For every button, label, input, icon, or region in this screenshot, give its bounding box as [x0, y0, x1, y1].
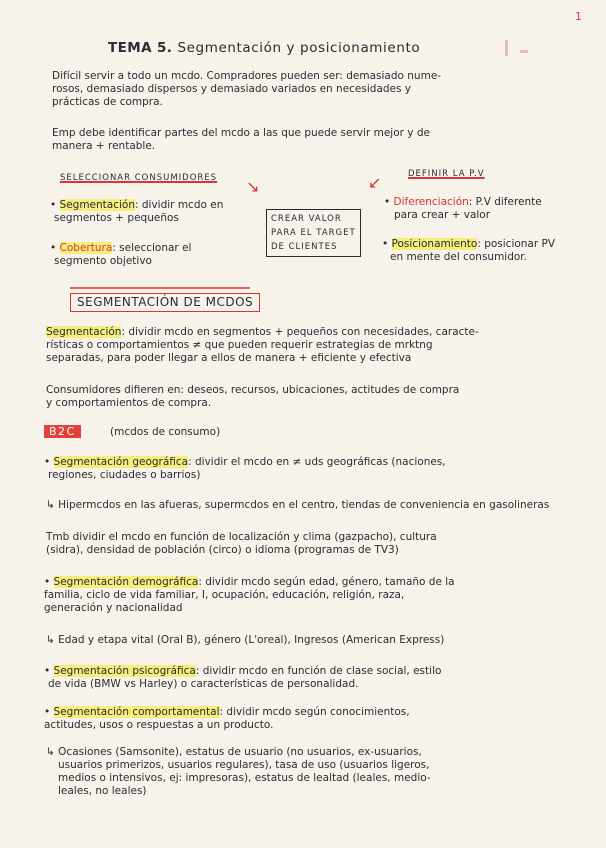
tmb-paragraph — [46, 531, 437, 557]
box-line: DE CLIENTES — [271, 242, 338, 252]
arrow-icon: ↳ — [46, 499, 55, 511]
term-highlight: Segmentación — [46, 326, 122, 338]
decorative-mark — [520, 50, 528, 53]
arrow-icon: ↳ — [46, 746, 55, 758]
demographic-example — [46, 634, 444, 647]
right-header: DEFINIR LA P.V — [408, 169, 485, 179]
text-line: medios o intensivos, ej: impresoras), estatus de lealtad (leales, medio- — [58, 772, 431, 784]
demographic-segmentation: • Segmentación demográfica: dividir mcdo según edad, género, tamaño de la familia, ciclo de vida familiar, I, ocupación, educación, religión, raza, generación y nacionalidad — [44, 576, 455, 614]
term-highlight: Segmentación comportamental — [53, 706, 220, 718]
page-number: 1 — [575, 10, 582, 23]
arrow-icon: ↳ — [46, 634, 55, 646]
section-title: SEGMENTACIÓN DE MCDOS — [70, 293, 260, 312]
text-line: de vida (BMW vs Harley) o características de personalidad. — [48, 678, 359, 690]
text-line: Ocasiones (Samsonite), estatus de usuario (no usuarios, ex-usuarios, — [58, 746, 422, 758]
intro-paragraph — [52, 70, 441, 109]
text-line: separadas, para poder llegar a ellos de manera + eficiente y efectiva — [46, 352, 412, 364]
box-line: PARA EL TARGET — [271, 228, 356, 238]
page-title — [108, 42, 420, 55]
text-line: Hipermcdos en las afueras, supermcdos en el centro, tiendas de conveniencia en gasolineras — [58, 499, 550, 511]
term-highlight: Segmentación geográfica — [53, 456, 189, 468]
coverage-item: • Cobertura: seleccionar el segmento objetivo — [50, 242, 192, 267]
title-topic: TEMA 5. — [108, 40, 173, 56]
arrow-icon: ↙ — [368, 173, 382, 192]
text-line: manera + rentable. — [52, 140, 156, 152]
left-header: SELECCIONAR CONSUMIDORES — [60, 173, 218, 183]
text-line: regiones, ciudades o barrios) — [48, 469, 201, 481]
arrow-icon: ↘ — [246, 177, 260, 196]
text-line: segmento objetivo — [54, 255, 152, 267]
text-line: en mente del consumidor. — [390, 251, 527, 263]
text-line: Difícil servir a todo un mcdo. Compradores pueden ser: demasiado nume- — [52, 70, 442, 82]
b2c-text: (mcdos de consumo) — [110, 426, 221, 438]
text-line: Edad y etapa vital (Oral B), género (L'oreal), Ingresos (American Express) — [58, 634, 445, 646]
text-line: Tmb dividir el mcdo en función de localización y clima (gazpacho), cultura — [46, 531, 437, 543]
text-line: rosos, demasiado dispersos y demasiado variados en necesidades y — [52, 83, 412, 95]
text-line: leales, no leales) — [58, 785, 147, 797]
text-line: prácticas de compra. — [52, 96, 163, 108]
decorative-mark — [505, 40, 508, 56]
term-highlight: Segmentación — [59, 199, 135, 211]
text-line: Consumidores difieren en: deseos, recursos, ubicaciones, actitudes de compra — [46, 384, 460, 396]
term-highlight: Cobertura — [59, 242, 113, 254]
text-line: y comportamientos de compra. — [46, 397, 212, 409]
psychographic-segmentation: • Segmentación psicográfica: dividir mcdo en función de clase social, estilo de vida (BMW vs Harley) o características de personalidad. — [44, 665, 442, 690]
behavioral-segmentation: • Segmentación comportamental: dividir mcdo según conocimientos, actitudes, usos o respuestas a un producto. — [44, 706, 410, 731]
divider — [70, 287, 250, 289]
geographic-segmentation: • Segmentación geográfica: dividir el mcdo en ≠ uds geográficas (naciones, regiones, ciudades o barrios) — [44, 456, 446, 481]
geographic-example — [46, 499, 549, 512]
title-name: Segmentación y posicionamiento — [177, 40, 421, 56]
term-highlight: Posicionamiento — [391, 238, 478, 250]
text-line: para crear + valor — [394, 209, 491, 221]
segmentation-definition: Segmentación: dividir mcdo en segmentos + pequeños con necesidades, caracte- rísticas o comportamientos ≠ que pueden requerir estrategias de mrktng separadas, para poder llegar a ellos de manera + eficiente y efectiva — [46, 326, 479, 364]
text-line: Emp debe identificar partes del mcdo a las que puede servir mejor y de — [52, 127, 430, 139]
term-red: Diferenciación — [393, 196, 469, 208]
differentiation-item: • Diferenciación: P.V diferente para crear + valor — [384, 196, 542, 221]
text-line: rísticas o comportamientos ≠ que pueden requerir estrategias de mrktng — [46, 339, 433, 351]
text-line: usuarios primerizos, usuarios regulares), tasa de uso (usuarios ligeros, — [58, 759, 430, 771]
behavioral-example — [46, 746, 431, 798]
text-line: actitudes, usos o respuestas a un producto. — [44, 719, 274, 731]
segmentation-item: • Segmentación: dividir mcdo en segmentos + pequeños — [50, 199, 224, 224]
text-line: familia, ciclo de vida familiar, I, ocupación, educación, religión, raza, — [44, 589, 405, 601]
text-line: segmentos + pequeños — [54, 212, 179, 224]
term-highlight: Segmentación demográfica — [53, 576, 199, 588]
emp-paragraph — [52, 127, 430, 153]
consumers-paragraph — [46, 384, 459, 410]
value-box — [266, 209, 361, 257]
box-line: CREAR VALOR — [271, 214, 342, 224]
positioning-item: • Posicionamiento: posicionar PV en mente del consumidor. — [382, 238, 556, 263]
text-line: (sidra), densidad de población (circo) o idioma (programas de TV3) — [46, 544, 399, 556]
b2c-label: B2C — [44, 425, 81, 438]
term-highlight: Segmentación psicográfica — [53, 665, 196, 677]
text-line: generación y nacionalidad — [44, 602, 183, 614]
